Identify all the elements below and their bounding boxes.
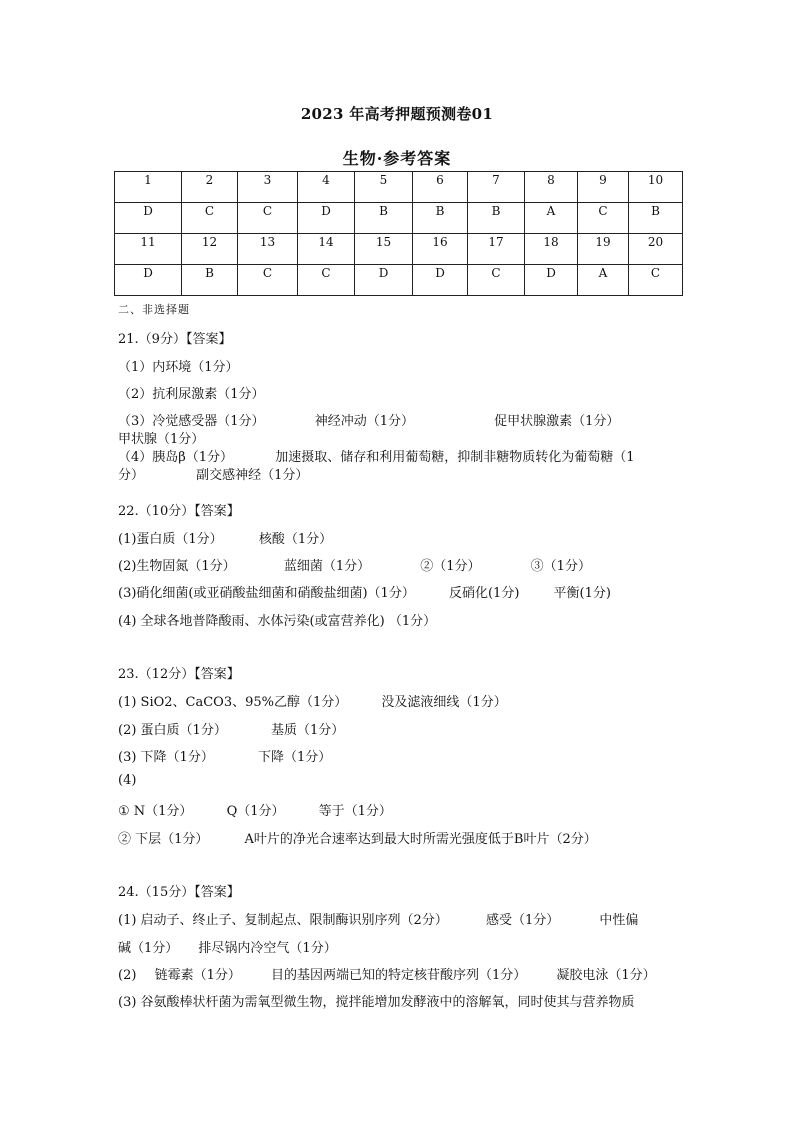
answer-text: 蓝细菌（1分） bbox=[283, 559, 371, 574]
answer-text: 没及滤液细线（1分） bbox=[381, 695, 507, 710]
question-number-cell: 16 bbox=[413, 234, 468, 265]
answer-cell: D bbox=[413, 265, 468, 296]
q24-answer-2 bbox=[118, 964, 656, 983]
answer-cell: B bbox=[468, 203, 525, 234]
question-number-cell: 3 bbox=[238, 172, 298, 203]
answer-text: 排尽锅内冷空气（1分） bbox=[198, 941, 337, 956]
answer-text: 神经冲动（1分） bbox=[314, 414, 414, 429]
answer-text: 促甲状腺激素（1分） bbox=[494, 414, 620, 429]
q23-header: 23.（12分）【答案】 bbox=[118, 667, 240, 682]
question-number-cell: 1 bbox=[115, 172, 182, 203]
question-number-cell: 4 bbox=[298, 172, 355, 203]
answer-text: ②（1分） bbox=[420, 559, 481, 574]
answer-text: 目的基因两端已知的特定核苷酸序列（1分） bbox=[270, 968, 527, 983]
q24-answer-3: (3) 谷氨酸棒状杆菌为需氧型微生物，搅拌能增加发酵液中的溶解氧，同时使其与营养物质 bbox=[118, 995, 635, 1010]
answer-cell: C bbox=[238, 265, 298, 296]
answer-text: 中性偏 bbox=[599, 913, 639, 928]
question-number-cell: 12 bbox=[182, 234, 238, 265]
answer-text: 基质（1分） bbox=[270, 723, 345, 738]
answer-text: 凝胶电泳（1分） bbox=[556, 968, 656, 983]
q21-answer-4 bbox=[118, 446, 634, 465]
q24-answer-1 bbox=[118, 909, 638, 928]
q23-answer-4-2 bbox=[118, 828, 597, 847]
page-title: 2023 年高考押题预测卷01 bbox=[300, 105, 494, 123]
q22-answer-1 bbox=[118, 528, 332, 547]
q21-answer-3 bbox=[118, 410, 619, 429]
answer-text: (2) 蛋白质（1分） bbox=[118, 723, 227, 738]
question-number-cell: 2 bbox=[182, 172, 238, 203]
q21-answer-2: （2）抗利尿激素（1分） bbox=[118, 387, 265, 402]
table-row bbox=[115, 172, 683, 203]
answer-cell: C bbox=[298, 265, 355, 296]
question-number-cell: 10 bbox=[629, 172, 683, 203]
answer-text: 分） bbox=[118, 468, 145, 483]
question-number-cell: 13 bbox=[238, 234, 298, 265]
question-number-cell: 19 bbox=[578, 234, 629, 265]
answer-text: 感受（1分） bbox=[485, 913, 560, 928]
q23-answer-3 bbox=[118, 746, 331, 765]
answer-text: （4）胰岛β（1分） bbox=[118, 450, 234, 465]
q23-answer-4: (4) bbox=[118, 773, 137, 788]
answer-text: ② 下层（1分） bbox=[118, 832, 209, 847]
answer-text: 链霉素（1分） bbox=[154, 968, 241, 983]
q24-answer-1-cont bbox=[118, 937, 337, 956]
answer-text: ① N（1分） bbox=[118, 804, 193, 819]
answer-text: 副交感神经（1分） bbox=[196, 468, 309, 483]
answer-cell: D bbox=[525, 265, 578, 296]
answer-text: A叶片的净光合速率达到最大时所需光强度低于B叶片（2分） bbox=[244, 832, 597, 847]
answer-cell: C bbox=[468, 265, 525, 296]
q21-answer-1: （1）内环境（1分） bbox=[118, 360, 239, 375]
answer-cell: C bbox=[578, 203, 629, 234]
answer-text: (2)生物固氮（1分） bbox=[118, 559, 236, 574]
q21-header: 21.（9分）【答案】 bbox=[118, 332, 232, 347]
question-number-cell: 20 bbox=[629, 234, 683, 265]
answer-cell: C bbox=[629, 265, 683, 296]
answer-cell: D bbox=[115, 265, 182, 296]
answer-cell: A bbox=[578, 265, 629, 296]
table-row bbox=[115, 203, 683, 234]
question-number-cell: 6 bbox=[413, 172, 468, 203]
answer-text: 碱（1分） bbox=[118, 941, 179, 956]
answer-text: ③（1分） bbox=[530, 559, 591, 574]
question-number-cell: 11 bbox=[115, 234, 182, 265]
question-number-cell: 17 bbox=[468, 234, 525, 265]
answer-table bbox=[114, 171, 683, 296]
answer-cell: D bbox=[115, 203, 182, 234]
answer-cell: D bbox=[355, 265, 413, 296]
answer-text: 平衡(1分) bbox=[553, 586, 611, 601]
q22-header: 22.（10分）【答案】 bbox=[118, 504, 240, 519]
q21-answer-3-cont: 甲状腺（1分） bbox=[118, 432, 205, 447]
answer-cell: A bbox=[525, 203, 578, 234]
question-number-cell: 18 bbox=[525, 234, 578, 265]
answer-text: (1)蛋白质（1分） bbox=[118, 532, 223, 547]
answer-text: 等于（1分） bbox=[318, 804, 392, 819]
answer-cell: B bbox=[355, 203, 413, 234]
answer-text: （3）冷觉感受器（1分） bbox=[118, 414, 265, 429]
answer-text: 加速摄取、储存和利用葡萄糖，抑制非糖物质转化为葡萄糖（1 bbox=[275, 450, 635, 465]
q21-answer-4-cont bbox=[118, 464, 308, 483]
q22-answer-3 bbox=[118, 582, 611, 601]
q24-header: 24.（15分）【答案】 bbox=[118, 885, 240, 900]
table-row bbox=[115, 234, 683, 265]
answer-cell: C bbox=[182, 203, 238, 234]
question-number-cell: 5 bbox=[355, 172, 413, 203]
answer-cell: D bbox=[298, 203, 355, 234]
question-number-cell: 8 bbox=[525, 172, 578, 203]
answer-text: (3) 下降（1分） bbox=[118, 750, 214, 765]
question-number-cell: 14 bbox=[298, 234, 355, 265]
answer-cell: B bbox=[413, 203, 468, 234]
answer-text: (1) SiO2、CaCO3、95%乙醇（1分） bbox=[118, 695, 348, 710]
question-number-cell: 7 bbox=[468, 172, 525, 203]
question-number-cell: 9 bbox=[578, 172, 629, 203]
q23-answer-1 bbox=[118, 691, 507, 710]
answer-text: (1) 启动子、终止子、复制起点、限制酶识别序列（2分） bbox=[118, 913, 448, 928]
page-subtitle: 生物·参考答案 bbox=[342, 149, 452, 168]
q22-answer-2 bbox=[118, 555, 591, 574]
section-heading: 二、非选择题 bbox=[118, 303, 190, 316]
q23-answer-2 bbox=[118, 719, 344, 738]
answer-text: 反硝化(1分) bbox=[448, 586, 520, 601]
answer-text: (2) bbox=[118, 968, 137, 983]
answer-text: Q（1分） bbox=[226, 804, 285, 819]
question-number-cell: 15 bbox=[355, 234, 413, 265]
answer-text: 核酸（1分） bbox=[258, 532, 333, 547]
answer-cell: B bbox=[182, 265, 238, 296]
answer-cell: C bbox=[238, 203, 298, 234]
q23-answer-4-1 bbox=[118, 800, 392, 819]
table-row bbox=[115, 265, 683, 296]
answer-text: 下降（1分） bbox=[257, 750, 332, 765]
answer-text: (3)硝化细菌(或亚硝酸盐细菌和硝酸盐细菌)（1分） bbox=[118, 586, 415, 601]
q22-answer-4: (4) 全球各地普降酸雨、水体污染(或富营养化) （1分） bbox=[118, 614, 437, 629]
answer-cell: B bbox=[629, 203, 683, 234]
